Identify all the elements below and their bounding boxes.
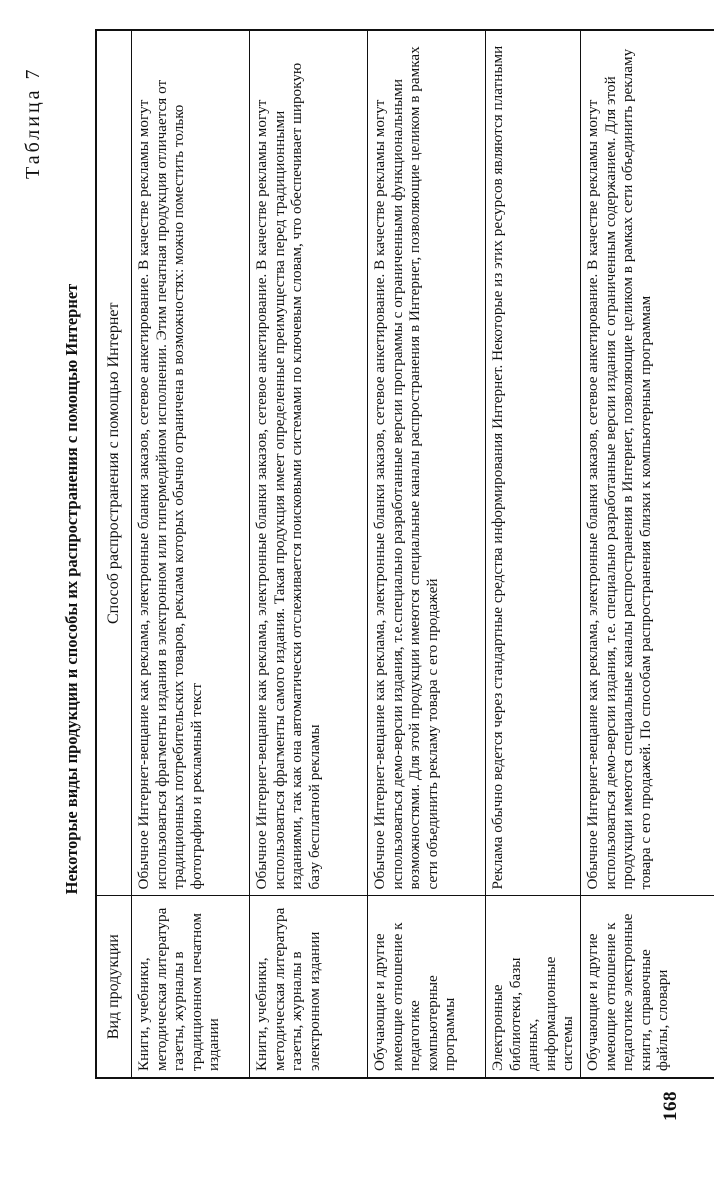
distribution-method-cell: Обычное Интернет-вещание как реклама, электронные бланки заказов, сетевое анкетирование. В качестве рекламы могут использоваться демо-версии издания, т.е. специально разработанные версии издания с ограниченным содержанием. Для этой продукции имеются специальные каналы распространения в Интернет, позволяющие целиком в рамках сети объединить рекламу товара с его продажей. По способам распространения близки к компьютерным программам [580,30,714,896]
distribution-method-cell: Обычное Интернет-вещание как реклама, электронные бланки заказов, сетевое анкетирование. В качестве рекламы могут использоваться демо-версии издания, т.е.специально разработанные версии программы с ограниченными функциональными возможностями. Для этой продукции имеются специальные каналы распространения в Интернет, позволяющие целиком в рамках сети объединить рекламу товара с его продажей [368,30,486,896]
product-type-cell: Книги, учебники, методическая литература газеты, журналы в электронном издании [250,896,368,1078]
products-table [95,29,714,1079]
distribution-method-cell: Обычное Интернет-вещание как реклама, электронные бланки заказов, сетевое анкетирование. В качестве рекламы могут использоваться фрагменты самого издания. Такая продукция имеет определенные преимущества перед традиционными изданиями, так как она автоматически отслеживается поисковыми системами по ключевым словам, что обеспечивает широкую базу бесплатной рекламы [250,30,368,896]
product-type-cell: Обучающие и другие имеющие отношение к педагогике электронные книги, справочные файлы, словари [580,896,714,1078]
distribution-method-cell: Обычное Интернет-вещание как реклама, электронные бланки заказов, сетевое анкетирование. В качестве рекламы могут использоваться фрагменты издания в электронном или гипермедийном исполнении. Этим печатная продукция отличается от традиционных потребительских товаров, реклама которых обычно ограничена в возможностях: можно поместить только фотографию и рекламный текст [132,30,250,896]
header-distribution-method: Способ распространения с помощью Интернет [96,30,132,896]
table-row [368,30,486,1078]
table-row [132,30,250,1078]
distribution-method-cell: Реклама обычно ведется через стандартные средства информирования Интернет. Некоторые из этих ресурсов являются платными [486,30,581,896]
page-number: 168 [660,1091,681,1121]
product-type-cell: Электронные библиотеки, базы данных, информационные системы [486,896,581,1078]
table-header-row [96,30,132,1078]
table-row [486,30,581,1078]
header-product-type: Вид продукции [96,896,132,1078]
product-type-cell: Обучающие и другие имеющие отношение к педагогике компьютерные программы [368,896,486,1078]
table-row [250,30,368,1078]
table-label: Таблица 7 [22,66,44,179]
table-title: Некоторые виды продукции и способы их распространения с помощью Интернет [62,283,81,895]
table-row [580,30,714,1078]
product-type-cell: Книги, учебники, методическая литература газеты, журналы в традиционном печатном издании [132,896,250,1078]
